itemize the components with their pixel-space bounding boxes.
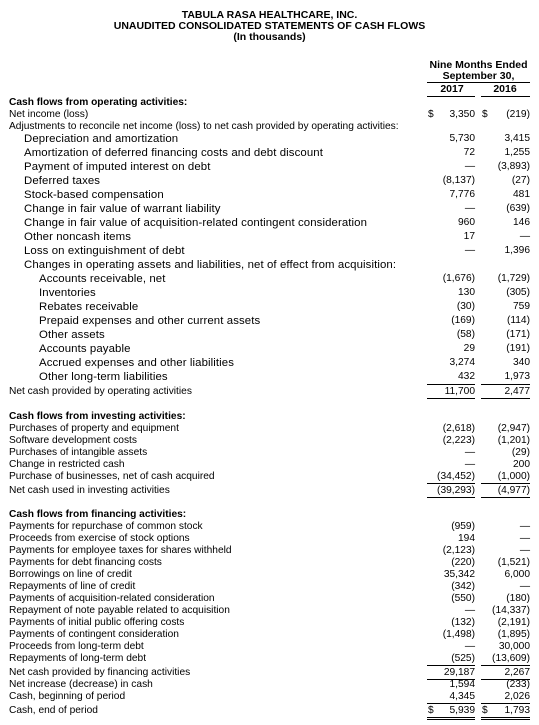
financing-item-row xyxy=(0,569,539,581)
financing-total-row xyxy=(0,667,539,679)
total-rule xyxy=(481,665,530,666)
row-label: Repayment of note payable related to acquisition xyxy=(9,605,230,616)
total-rule xyxy=(481,717,530,720)
value-2016: — xyxy=(519,533,530,544)
net-change-row xyxy=(0,679,539,691)
value-2017: (959) xyxy=(451,521,475,532)
value-2016: 2,477 xyxy=(504,386,530,397)
working-capital-row xyxy=(0,343,539,355)
net-income-row xyxy=(0,109,539,121)
cash-end-row xyxy=(0,705,539,717)
value-2017: — xyxy=(464,203,475,214)
currency-symbol: $ xyxy=(482,705,488,716)
row-label: Change in fair value of warrant liability xyxy=(24,203,221,215)
section-heading xyxy=(0,97,539,109)
working-capital-row xyxy=(0,371,539,383)
total-rule xyxy=(427,717,475,720)
row-label: Accounts receivable, net xyxy=(39,273,166,285)
row-label: Proceeds from long-term debt xyxy=(9,641,144,652)
period-header: Nine Months Ended xyxy=(429,59,528,71)
value-2017: 7,776 xyxy=(449,189,475,200)
row-label: Rebates receivable xyxy=(39,301,139,313)
operating-item-row xyxy=(0,203,539,215)
value-2017: 960 xyxy=(458,217,475,228)
value-2017: (30) xyxy=(456,301,475,312)
value-2016: 340 xyxy=(513,357,530,368)
statement-title: UNAUDITED CONSOLIDATED STATEMENTS OF CASH FLOWS xyxy=(113,20,426,32)
value-2016: (305) xyxy=(506,287,530,298)
value-2017: 4,345 xyxy=(449,691,475,702)
value-2016: 6,000 xyxy=(504,569,530,580)
total-rule xyxy=(427,665,475,666)
row-label: Repayments of long-term debt xyxy=(9,653,147,664)
value-2017: 432 xyxy=(458,371,475,382)
value-2016: 2,267 xyxy=(504,667,530,678)
value-2016: (3,893) xyxy=(497,161,530,172)
operating-item-row xyxy=(0,147,539,159)
value-2016: 30,000 xyxy=(498,641,530,652)
value-2017: 29 xyxy=(463,343,475,354)
value-2016: — xyxy=(519,545,530,556)
row-label: Amortization of deferred financing costs and debt discount xyxy=(24,147,323,159)
section-heading-label: Adjustments to reconcile net income (loss) to net cash provided by operating activities: xyxy=(9,121,399,132)
value-2017: — xyxy=(464,245,475,256)
value-2016: (1,729) xyxy=(497,273,530,284)
operating-item-row xyxy=(0,133,539,145)
total-rule xyxy=(427,703,475,704)
financing-item-row xyxy=(0,653,539,665)
value-2017: (2,618) xyxy=(442,423,475,434)
total-rule xyxy=(481,483,530,484)
total-rule xyxy=(427,384,475,385)
row-label: Cash, beginning of period xyxy=(9,691,126,702)
section-heading-label: Cash flows from operating activities: xyxy=(9,97,188,108)
value-2017: 17 xyxy=(463,231,475,242)
value-2017: — xyxy=(464,641,475,652)
investing-item-row xyxy=(0,435,539,447)
value-2016: (191) xyxy=(506,343,530,354)
value-2016: 1,793 xyxy=(504,705,530,716)
financing-item-row xyxy=(0,557,539,569)
section-heading xyxy=(0,509,539,521)
financing-item-row xyxy=(0,617,539,629)
row-label: Depreciation and amortization xyxy=(24,133,179,145)
working-capital-row xyxy=(0,357,539,369)
row-label: Cash, end of period xyxy=(9,705,98,716)
value-2016: 200 xyxy=(513,459,530,470)
changes-label-row xyxy=(0,259,539,271)
row-label: Purchases of intangible assets xyxy=(9,447,148,458)
value-2017: 130 xyxy=(458,287,475,298)
row-label: Net cash provided by operating activities xyxy=(9,386,192,397)
working-capital-row xyxy=(0,287,539,299)
value-2016: (1,201) xyxy=(497,435,530,446)
value-2017: — xyxy=(464,447,475,458)
value-2016: 146 xyxy=(513,217,530,228)
company-name: TABULA RASA HEALTHCARE, INC. xyxy=(181,9,358,21)
value-2017: (34,452) xyxy=(437,471,475,482)
value-2017: (1,498) xyxy=(442,629,475,640)
value-2017: (2,123) xyxy=(442,545,475,556)
currency-symbol: $ xyxy=(428,109,434,120)
financing-item-row xyxy=(0,605,539,617)
value-2016: 1,255 xyxy=(504,147,530,158)
value-2016: (13,609) xyxy=(492,653,530,664)
value-2016: 3,415 xyxy=(504,133,530,144)
investing-item-row xyxy=(0,471,539,483)
financing-item-row xyxy=(0,545,539,557)
value-2017: 72 xyxy=(463,147,475,158)
operating-item-row xyxy=(0,245,539,257)
value-2016: — xyxy=(519,581,530,592)
value-2017: 3,274 xyxy=(449,357,475,368)
working-capital-row xyxy=(0,301,539,313)
value-2017: — xyxy=(464,161,475,172)
row-label: Payments of initial public offering costs xyxy=(9,617,185,628)
value-2016: (27) xyxy=(511,175,530,186)
row-label: Payments for debt financing costs xyxy=(9,557,162,568)
row-label: Software development costs xyxy=(9,435,137,446)
row-label: Payments for employee taxes for shares withheld xyxy=(9,545,232,556)
total-rule xyxy=(427,398,475,399)
section-heading xyxy=(0,411,539,423)
value-2017: (39,293) xyxy=(437,485,475,496)
row-label: Accrued expenses and other liabilities xyxy=(39,357,235,369)
section-heading-label: Cash flows from investing activities: xyxy=(9,411,186,422)
row-label: Net increase (decrease) in cash xyxy=(9,679,153,690)
row-label: Net cash used in investing activities xyxy=(9,485,170,496)
row-label: Change in fair value of acquisition-related contingent consideration xyxy=(24,217,368,229)
value-2017: (342) xyxy=(451,581,475,592)
operating-total-row xyxy=(0,386,539,398)
value-2017: 29,187 xyxy=(443,667,475,678)
value-2016: 759 xyxy=(513,301,530,312)
value-2017: — xyxy=(464,459,475,470)
value-2016: (1,895) xyxy=(497,629,530,640)
working-capital-row xyxy=(0,329,539,341)
value-2016: (114) xyxy=(506,315,530,326)
period-subheader: September 30, xyxy=(442,70,515,82)
row-label: Borrowings on line of credit xyxy=(9,569,132,580)
value-2017: (169) xyxy=(451,315,475,326)
value-2016: 2,026 xyxy=(504,691,530,702)
value-2016: (2,191) xyxy=(497,617,530,628)
financing-item-row xyxy=(0,521,539,533)
total-rule xyxy=(481,703,530,704)
currency-symbol: $ xyxy=(428,705,434,716)
row-label: Payments of contingent consideration xyxy=(9,629,179,640)
row-label: Purchase of businesses, net of cash acquired xyxy=(9,471,215,482)
investing-total-row xyxy=(0,485,539,497)
total-rule xyxy=(481,497,530,498)
value-2016: (1,521) xyxy=(497,557,530,568)
row-label: Payments of acquisition-related consideration xyxy=(9,593,215,604)
value-2017: (550) xyxy=(451,593,475,604)
value-2017: (2,223) xyxy=(442,435,475,446)
section-heading xyxy=(0,121,539,133)
value-2017: 194 xyxy=(458,533,475,544)
row-label: Inventories xyxy=(39,287,96,299)
row-label: Prepaid expenses and other current assets xyxy=(39,315,261,327)
total-rule xyxy=(427,483,475,484)
row-label: Stock-based compensation xyxy=(24,189,164,201)
value-2017: 35,342 xyxy=(443,569,475,580)
value-2017: 5,939 xyxy=(449,705,475,716)
investing-item-row xyxy=(0,447,539,459)
value-2017: (220) xyxy=(451,557,475,568)
total-rule xyxy=(427,497,475,498)
value-2016: (14,337) xyxy=(492,605,530,616)
row-label: Other noncash items xyxy=(24,231,131,243)
working-capital-row xyxy=(0,315,539,327)
value-2016: 481 xyxy=(513,189,530,200)
total-rule xyxy=(481,398,530,399)
value-2016: (171) xyxy=(506,329,530,340)
value-2017: (8,137) xyxy=(442,175,475,186)
currency-symbol: $ xyxy=(482,109,488,120)
year1-header: 2017 xyxy=(440,83,464,95)
row-label: Net cash provided by financing activities xyxy=(9,667,191,678)
row-label: Loss on extinguishment of debt xyxy=(24,245,185,257)
investing-item-row xyxy=(0,423,539,435)
value-2016: 1,396 xyxy=(504,245,530,256)
row-label: Net income (loss) xyxy=(9,109,89,120)
value-2017: 11,700 xyxy=(444,386,475,397)
value-2017: (525) xyxy=(451,653,475,664)
operating-item-row xyxy=(0,231,539,243)
value-2016: (233) xyxy=(506,679,530,690)
value-2016: — xyxy=(519,521,530,532)
row-label: Payments for repurchase of common stock xyxy=(9,521,203,532)
financing-item-row xyxy=(0,593,539,605)
row-label: Other long-term liabilities xyxy=(39,371,168,383)
value-2017: 1,594 xyxy=(449,679,475,690)
value-2016: 1,973 xyxy=(504,371,530,382)
operating-item-row xyxy=(0,161,539,173)
value-2016: (2,947) xyxy=(497,423,530,434)
value-2016: — xyxy=(519,231,530,242)
row-label: Purchases of property and equipment xyxy=(9,423,179,434)
row-label: Accounts payable xyxy=(39,343,131,355)
value-2017: (1,676) xyxy=(442,273,475,284)
investing-item-row xyxy=(0,459,539,471)
row-label: Repayments of line of credit xyxy=(9,581,136,592)
value-2016: (219) xyxy=(506,109,530,120)
operating-item-row xyxy=(0,189,539,201)
operating-item-row xyxy=(0,175,539,187)
row-label: Deferred taxes xyxy=(24,175,101,187)
value-2016: (639) xyxy=(506,203,530,214)
operating-item-row xyxy=(0,217,539,229)
units-note: (In thousands) xyxy=(233,31,306,43)
cash-beginning-row xyxy=(0,691,539,703)
row-label: Payment of imputed interest on debt xyxy=(24,161,211,173)
value-2017: (132) xyxy=(451,617,475,628)
value-2016: (29) xyxy=(511,447,530,458)
value-2017: 5,730 xyxy=(449,133,475,144)
financing-item-row xyxy=(0,641,539,653)
financing-item-row xyxy=(0,533,539,545)
section-heading-label: Cash flows from financing activities: xyxy=(9,509,187,520)
financing-item-row xyxy=(0,629,539,641)
working-capital-row xyxy=(0,273,539,285)
value-2017: — xyxy=(464,605,475,616)
row-label: Other assets xyxy=(39,329,105,341)
row-label: Changes in operating assets and liabilities, net of effect from acquisition: xyxy=(24,259,397,271)
value-2016: (1,000) xyxy=(497,471,530,482)
row-label: Change in restricted cash xyxy=(9,459,125,470)
value-2017: (58) xyxy=(456,329,475,340)
year2-header: 2016 xyxy=(493,83,517,95)
value-2016: (180) xyxy=(506,593,530,604)
value-2016: (4,977) xyxy=(497,485,530,496)
total-rule xyxy=(481,384,530,385)
financing-item-row xyxy=(0,581,539,593)
row-label: Proceeds from exercise of stock options xyxy=(9,533,190,544)
value-2017: 3,350 xyxy=(449,109,475,120)
